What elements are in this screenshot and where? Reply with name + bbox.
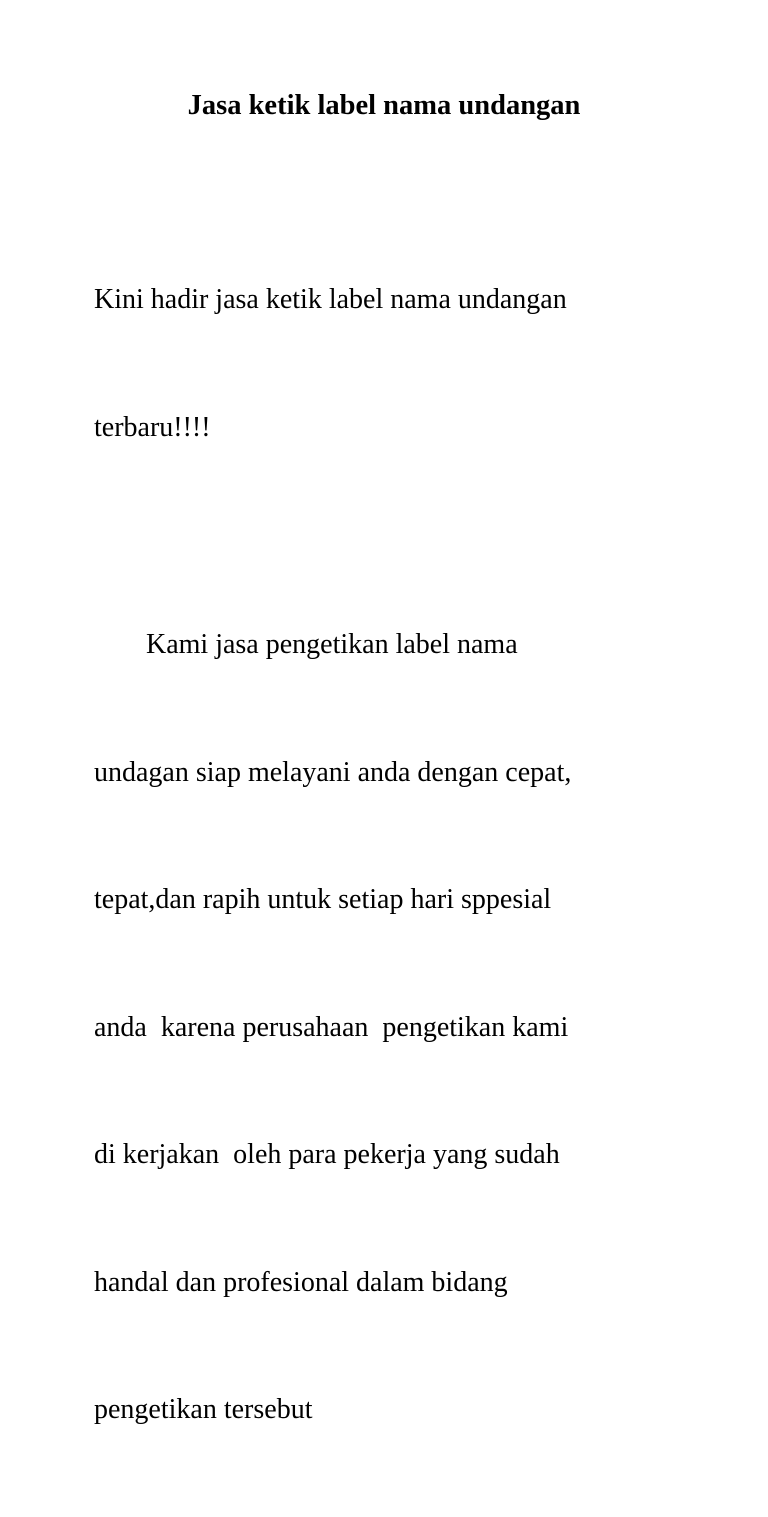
intro-paragraph [94, 194, 734, 534]
body-line: handal dan profesional dalam bidang [94, 1266, 508, 1298]
body-line [94, 624, 734, 667]
body-line-text: Kami jasa pengetikan label nama [146, 629, 518, 660]
body-line: pengetikan tersebut [94, 1394, 313, 1425]
document-title: Jasa ketik label nama undangan [187, 90, 581, 121]
body-paragraph [94, 539, 734, 1517]
intro-line: terbaru!!!! [94, 411, 211, 443]
body-line: anda karena perusahaan pengetikan kami [94, 1011, 569, 1043]
document-body [94, 194, 734, 1517]
body-line: tepat,dan rapih untuk setiap hari sppesial [94, 884, 552, 915]
body-line: di kerjakan oleh para pekerja yang sudah [94, 1139, 560, 1170]
body-line: undagan siap melayani anda dengan cepat, [94, 756, 572, 788]
intro-line: Kini hadir jasa ketik label nama undangan [94, 284, 567, 315]
